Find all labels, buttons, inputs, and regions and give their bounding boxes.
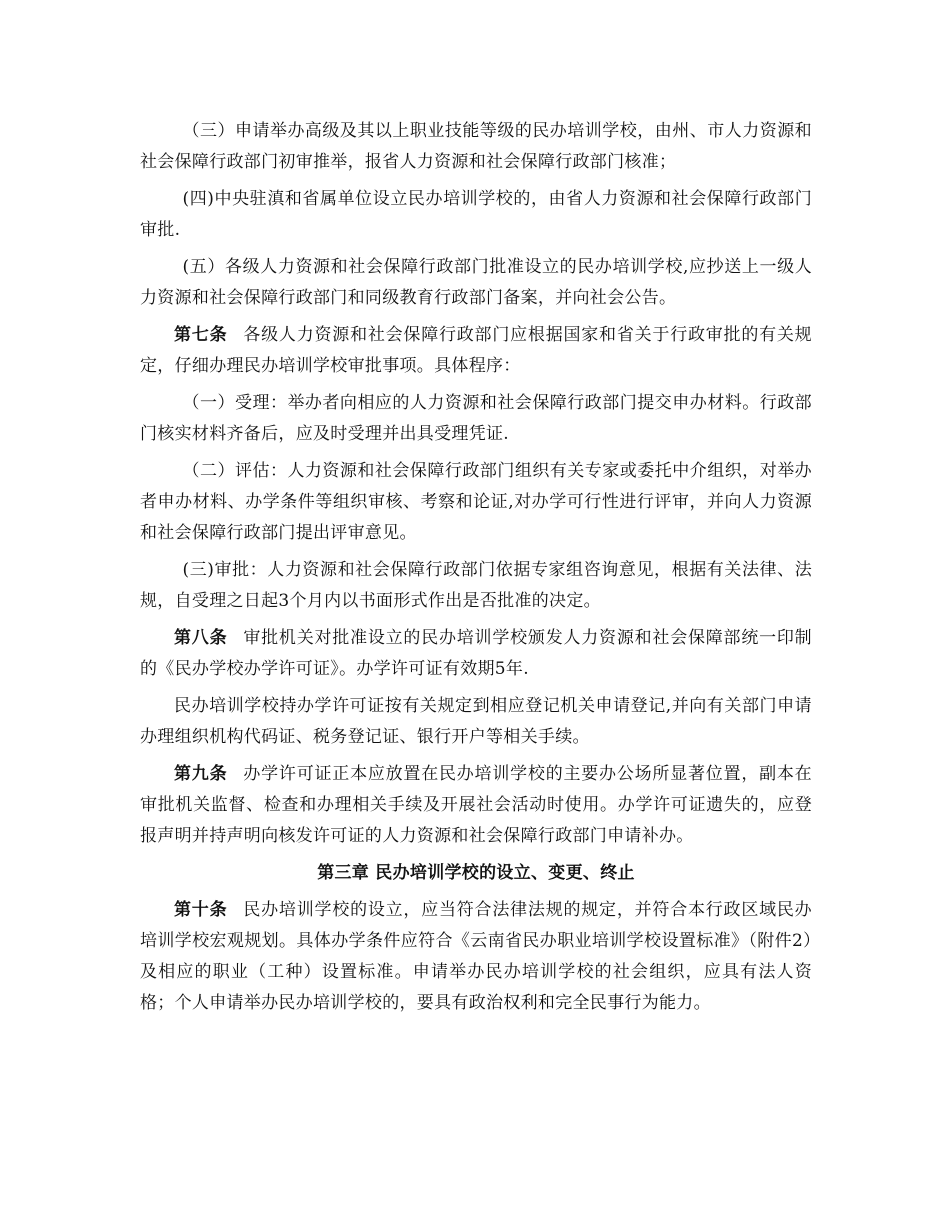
- paragraph-step-evaluate: （二）评估：人力资源和社会保障行政部门组织有关专家或委托中介组织，对举办者申办材料、办学条件等组织审核、考察和论证,对办学可行性进行评审，并向人力资源和社会保障行政部门提出评审意见。: [140, 461, 812, 543]
- article-9: [140, 759, 812, 852]
- article-10: [140, 895, 812, 1019]
- paragraph-registration: 民办培训学校持办学许可证按有关规定到相应登记机关申请登记,并向有关部门申请办理组织机构代码证、税务登记证、银行开户等相关手续。: [140, 696, 812, 747]
- article-10-heading: 第十条: [174, 900, 228, 920]
- paragraph-clause-5: (五）各级人力资源和社会保障行政部门批准设立的民办培训学校,应抄送上一级人力资源和社会保障行政部门和同级教育行政部门备案，并向社会公告。: [140, 257, 812, 308]
- article-9-heading: 第九条: [174, 764, 228, 784]
- paragraph-clause-3: （三）申请举办高级及其以上职业技能等级的民办培训学校，由州、市人力资源和社会保障行政部门初审推举，报省人力资源和社会保障行政部门核准；: [140, 121, 812, 172]
- document-page: [140, 116, 812, 1025]
- article-7: [140, 320, 812, 382]
- paragraph-step-accept: （一）受理：举办者向相应的人力资源和社会保障行政部门提交申办材料。行政部门核实材料齐备后，应及时受理并出具受理凭证.: [140, 393, 812, 444]
- article-8-text: 审批机关对批准设立的民办培训学校颁发人力资源和社会保障部统一印制的《民办学校办学许可证》。办学许可证有效期5年.: [140, 628, 812, 679]
- paragraph-step-approve: (三)审批：人力资源和社会保障行政部门依据专家组咨询意见，根据有关法律、法规，自受理之日起3个月内以书面形式作出是否批准的决定。: [140, 560, 812, 611]
- article-7-text: 各级人力资源和社会保障行政部门应根据国家和省关于行政审批的有关规定，仔细办理民办培训学校审批事项。具体程序：: [140, 325, 812, 376]
- article-8: [140, 623, 812, 685]
- article-8-heading: 第八条: [174, 628, 228, 648]
- article-9-text: 办学许可证正本应放置在民办培训学校的主要办公场所显著位置，副本在审批机关监督、检查和办理相关手续及开展社会活动时使用。办学许可证遗失的，应登报声明并持声明向核发许可证的人力资源和社会保障行政部门申请补办。: [140, 764, 812, 846]
- article-10-text: 民办培训学校的设立，应当符合法律法规的规定，并符合本行政区域民办培训学校宏观规划。具体办学条件应符合《云南省民办职业培训学校设置标准》（附件2）及相应的职业（工种）设置标准。申请举办民办培训学校的社会组织，应具有法人资格；个人申请举办民办培训学校的，要具有政治权利和完全民事行为能力。: [140, 900, 812, 1013]
- paragraph-clause-4: (四)中央驻滇和省属单位设立民办培训学校的，由省人力资源和社会保障行政部门审批.: [140, 189, 812, 240]
- chapter-3-title: 第三章 民办培训学校的设立、变更、终止: [317, 863, 635, 883]
- article-7-heading: 第七条: [174, 325, 228, 345]
